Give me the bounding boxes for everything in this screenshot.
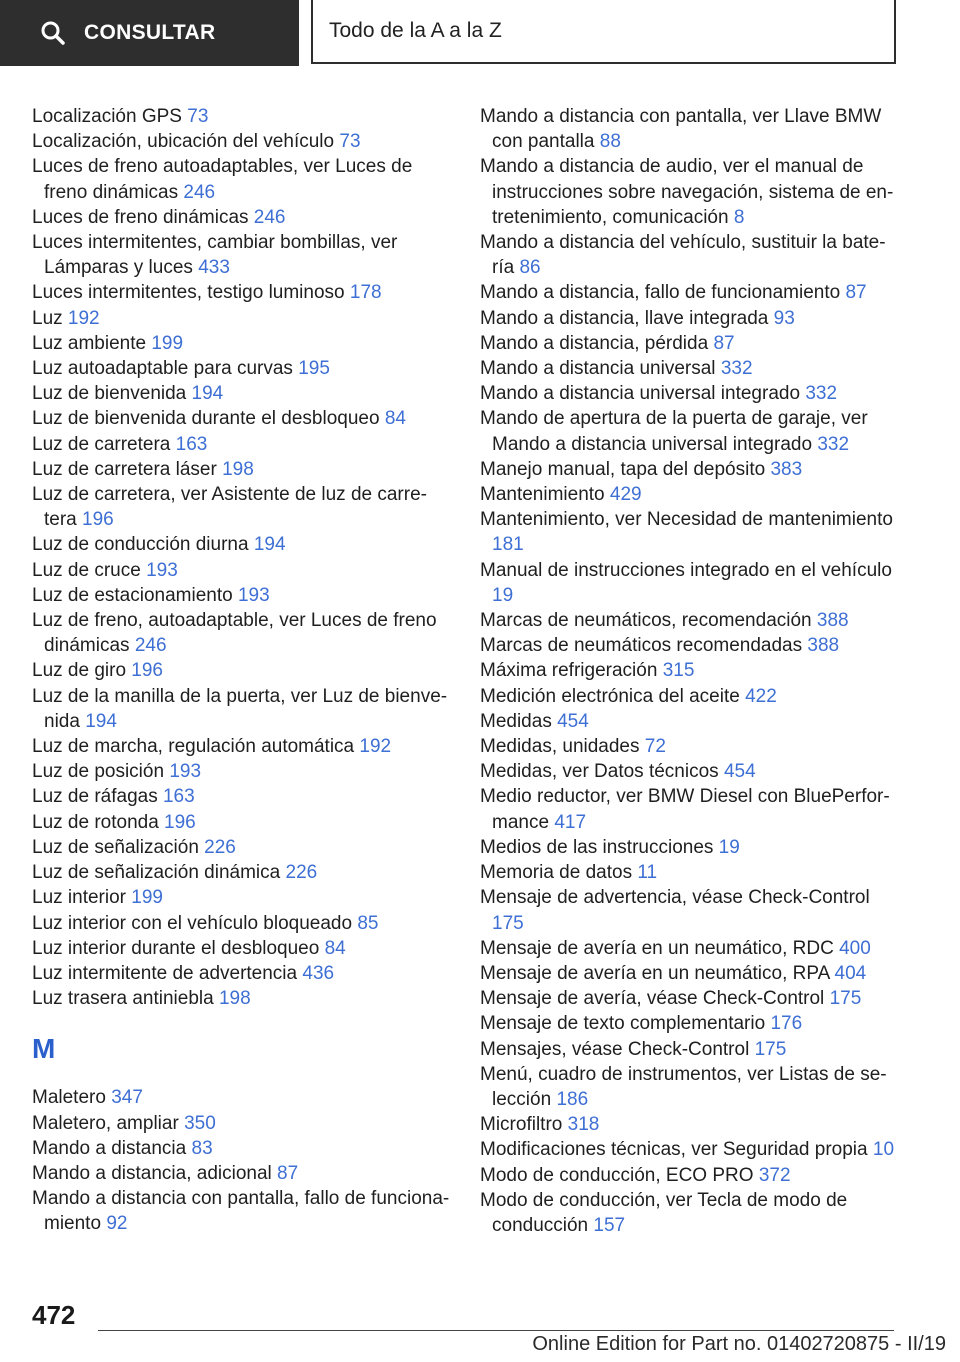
index-entry-text: Modo de conducción, ECO PRO [480,1164,754,1186]
page-reference-link[interactable]: 175 [754,1038,787,1060]
index-entry-text: Mando a distancia del vehículo, sustituir la batería [480,232,886,279]
page-reference-link[interactable]: 332 [817,433,850,455]
index-entry-text: Luz de posición [32,761,165,783]
index-entry-text: Luz intermitente de advertencia [32,962,298,984]
index-entry [32,154,452,204]
index-entry-text: Luz de conducción diurna [32,534,249,556]
index-entry-text: Luz interior con el vehículo bloqueado [32,912,353,934]
page-reference-link[interactable]: 194 [253,534,286,556]
index-entry [32,356,452,381]
page-reference-link[interactable]: 93 [773,307,795,329]
index-entry [32,230,452,280]
index-entry-text: Mensaje de texto complementario [480,1013,766,1035]
index-entry [32,759,452,784]
index-column-right [480,104,900,1238]
index-entry-text: Mando a distancia, llave integrada [480,307,769,329]
index-entry [480,381,900,406]
index-entry [32,734,452,759]
index-entry [32,885,452,910]
page-reference-link[interactable]: 388 [807,635,840,657]
page-reference-link[interactable]: 157 [593,1214,626,1236]
index-entry [480,860,900,885]
page-reference-link[interactable]: 400 [839,937,871,959]
index-entry [32,583,452,608]
page-reference-link[interactable]: 422 [745,685,777,707]
page-reference-link[interactable]: 454 [557,710,589,732]
page-reference-link[interactable]: 73 [187,106,209,127]
page-number: 472 [32,1300,76,1330]
page-reference-link[interactable]: 332 [805,383,838,405]
index-entry [480,306,900,331]
index-entry-text: Mando de apertura de la puerta de garaje, ver Mando a distancia universal integrado [480,408,868,455]
index-entry-text: Mando a distancia universal integrado [480,383,801,405]
entries-group-m [32,1085,452,1236]
index-entry-text: Mando a distancia con pantalla, ver Llave BMW con pantalla [480,106,882,153]
page-reference-link[interactable]: 84 [324,937,346,959]
index-entry-text: Luz de señalización [32,836,199,858]
index-entry-text: Localización, ubicación del vehículo [32,131,335,153]
index-entry-text: Luz ambiente [32,332,147,354]
index-entry [480,885,900,935]
index-column-left [32,104,452,1237]
index-entry [480,1112,900,1137]
index-entry-text: Luces intermitentes, cambiar bombillas, ver Lámparas y luces [32,232,398,279]
page-reference-link[interactable]: 186 [556,1088,589,1110]
page-reference-link[interactable]: 194 [191,383,224,405]
index-entry [32,558,452,583]
index-entry [480,608,900,633]
page-reference-link[interactable]: 429 [609,484,642,506]
index-entry-text: Menú, cuadro de instrumentos, ver Listas de selección [480,1063,887,1110]
index-entry-text: Luz autoadaptable para curvas [32,358,293,380]
index-entry [480,104,900,154]
index-entry-text: Luz de la manilla de la puerta, ver Luz de bienvenida [32,685,448,732]
page-reference-link[interactable]: 85 [357,912,379,934]
index-entry-text: Luz trasera antiniebla [32,988,214,1010]
index-entry [32,1111,452,1136]
index-entry [480,986,900,1011]
index-entry [480,784,900,834]
index-entry-text: Luz de ráfagas [32,786,158,808]
index-entry-text: Mando a distancia [32,1137,187,1159]
page-reference-link[interactable]: 19 [718,836,740,858]
page-reference-link[interactable]: 246 [253,206,286,228]
index-entry-text: Mando a distancia con pantalla, fallo de funcionamiento [32,1188,450,1235]
index-entry [32,482,452,532]
page-reference-link[interactable]: 246 [183,181,216,203]
index-entry-text: Mensajes, véase Check-Control [480,1038,750,1060]
index-entry [32,205,452,230]
index-entry-text: Luz de carretera, ver Asistente de luz de carretera [32,484,427,531]
index-entry [480,482,900,507]
index-entry-text: Mensaje de advertencia, véase Check-Control [480,887,870,909]
index-entry-text: Mando a distancia universal [480,358,716,380]
page-reference-link[interactable]: 199 [151,332,184,354]
index-entry-text: Luz interior durante el desbloqueo [32,937,320,959]
index-entry [32,936,452,961]
index-entry [32,432,452,457]
index-entry-text: Mensaje de avería, véase Check-Control [480,988,825,1010]
page-reference-link[interactable]: 194 [85,710,117,732]
index-entry [480,1163,900,1188]
index-entry-text: Medidas [480,710,552,732]
index-entry [32,1085,452,1110]
index-entry [32,457,452,482]
index-entry-text: Mantenimiento, ver Necesidad de mantenimiento [480,509,893,531]
index-entry-text: Luz [32,307,63,329]
page-reference-link[interactable]: 193 [237,584,270,606]
page-reference-link[interactable]: 92 [106,1213,128,1235]
index-entry [480,1137,900,1162]
page-reference-link[interactable]: 73 [339,131,361,153]
index-entry-text: Luz de señalización dinámica [32,862,281,884]
page-reference-link[interactable]: 175 [492,912,524,934]
page-reference-link[interactable]: 318 [567,1114,600,1136]
index-entry-text: Maletero [32,1087,106,1109]
page-reference-link[interactable]: 72 [644,736,666,758]
index-entry-text: Luz de carretera [32,433,171,455]
page-reference-link[interactable]: 315 [662,660,695,682]
page-reference-link[interactable]: 388 [816,610,849,632]
page-reference-link[interactable]: 11 [637,862,658,884]
index-entry-text: Luz de bienvenida durante el desbloqueo [32,408,380,430]
index-entry [480,1188,900,1238]
index-entry [480,658,900,683]
index-entry [32,406,452,431]
page-reference-link[interactable]: 454 [723,761,756,783]
index-entry [32,961,452,986]
index-entry-text: Maletero, ampliar [32,1112,179,1134]
page-reference-link[interactable]: 347 [111,1087,143,1109]
index-entry-text: Medidas, unidades [480,736,640,758]
index-entry [32,810,452,835]
index-entry-text: Microfiltro [480,1114,563,1136]
page-reference-link[interactable]: 8 [733,206,745,228]
page-reference-link[interactable]: 332 [720,358,753,380]
index-entry [480,154,900,230]
index-entry-text: Manejo manual, tapa del depósito [480,458,766,480]
index-entry [480,961,900,986]
page-reference-link[interactable]: 19 [492,584,514,606]
index-entry-text: Mando a distancia de audio, ver el manual de instrucciones sobre navegación, sistema de entretenimiento, comunicación [480,156,894,228]
index-entry [480,835,900,860]
page-reference-link[interactable]: 87 [713,332,735,354]
index-entry-text: Luz interior [32,887,126,909]
footer-divider [98,1330,894,1331]
index-entry [480,936,900,961]
page-reference-link[interactable]: 87 [845,282,867,304]
index-entry [480,558,900,608]
page-reference-link[interactable]: 404 [834,962,867,984]
page-reference-link[interactable]: 192 [359,736,392,758]
index-entry [480,709,900,734]
page-reference-link[interactable]: 175 [829,988,862,1010]
index-entry [32,104,452,129]
index-entry [480,331,900,356]
index-entry [32,911,452,936]
page-reference-link[interactable]: 417 [554,811,587,833]
index-entry-text: Mando a distancia, pérdida [480,332,709,354]
top-navigation-bar [0,0,960,66]
index-entry-text: Manual de instrucciones integrado en el vehículo [480,559,892,581]
index-entry [32,835,452,860]
index-entry [32,784,452,809]
page-reference-link[interactable]: 436 [302,962,335,984]
index-entry [480,633,900,658]
index-entry-text: Modificaciones técnicas, ver Seguridad propia [480,1139,868,1161]
index-entry [480,280,900,305]
page-reference-link[interactable]: 84 [384,408,406,430]
index-entry-text: Modo de conducción, ver Tecla de modo de conducción [480,1189,848,1236]
page-reference-link[interactable]: 226 [285,862,318,884]
index-entry-text: Mensaje de avería en un neumático, RDC [480,937,834,959]
index-entry-text: Máxima refrigeración [480,660,658,682]
page-reference-link[interactable]: 163 [175,433,208,455]
index-entry [32,381,452,406]
page-reference-link[interactable]: 199 [131,887,163,909]
search-icon [40,20,66,46]
index-entry [480,507,900,557]
entries-group-m-continued [480,104,900,1238]
index-entry-text: Luces de freno dinámicas [32,206,249,228]
index-entry-text: Medio reductor, ver BMW Diesel con BluePerformance [480,786,890,833]
section-letter-heading: M [32,1033,56,1065]
index-entry [32,306,452,331]
index-entry-text: Localización GPS [32,106,182,127]
index-entry-text: Mensaje de avería en un neumático, RPA [480,962,830,984]
index-entry-text: Mando a distancia, fallo de funcionamiento [480,282,841,304]
page-reference-link[interactable]: 196 [164,811,196,833]
page-reference-link[interactable]: 196 [131,660,163,682]
index-entry [32,860,452,885]
index-entry-text: Luz de rotonda [32,811,159,833]
index-entry-text: Luz de estacionamiento [32,584,233,606]
index-entry-text: Marcas de neumáticos recomendadas [480,635,803,657]
index-entry-text: Luz de carretera láser [32,458,217,480]
page-reference-link[interactable]: 83 [191,1137,213,1159]
page-reference-link[interactable]: 193 [146,559,178,581]
index-entry [32,1186,452,1236]
index-entry-text: Luz de giro [32,660,127,682]
index-entry [480,1011,900,1036]
entries-group-l [32,104,452,1011]
index-entry [32,684,452,734]
page-reference-link[interactable]: 193 [169,761,202,783]
index-entry [32,986,452,1011]
consult-button[interactable] [0,0,299,66]
index-entry [480,1037,900,1062]
index-entry-text: Mantenimiento [480,484,605,506]
page-reference-link[interactable]: 198 [218,988,251,1010]
index-entry [480,1062,900,1112]
index-entry-text: Memoria de datos [480,862,633,884]
index-entry [32,129,452,154]
page-reference-link[interactable]: 178 [349,282,382,304]
page-reference-link[interactable]: 196 [82,509,114,531]
index-entry [480,406,900,456]
index-entry-text: Luces de freno autoadaptables, ver Luces de freno dinámicas [32,156,413,203]
index-entry [32,658,452,683]
index-entry-text: Luz de bienvenida [32,383,187,405]
breadcrumb[interactable]: Todo de la A a la Z [311,0,896,64]
index-entry [32,1161,452,1186]
index-entry-text: Luz de marcha, regulación automática [32,736,355,758]
page-reference-link[interactable]: 176 [770,1013,803,1035]
index-entry [480,457,900,482]
edition-footer: Online Edition for Part no. 01402720875 - II/19 [532,1333,946,1355]
index-entry-text: Luz de freno, autoadaptable, ver Luces de freno dinámicas [32,610,437,657]
page-reference-link[interactable]: 226 [204,836,236,858]
page-reference-link[interactable]: 246 [134,635,167,657]
page-reference-link[interactable]: 88 [599,131,621,153]
index-entry [32,532,452,557]
index-entry [32,280,452,305]
index-entry-text: Mando a distancia, adicional [32,1162,272,1184]
index-entry [32,331,452,356]
page-reference-link[interactable]: 87 [277,1162,299,1184]
index-entry [480,230,900,280]
page-reference-link[interactable]: 192 [67,307,100,329]
page-reference-link[interactable]: 433 [198,257,230,279]
index-entry-text: Medios de las instrucciones [480,836,714,858]
page-reference-link[interactable]: 10 [872,1139,895,1161]
index-entry [32,1136,452,1161]
index-entry [480,759,900,784]
consult-label: CONSULTAR [84,21,216,44]
page-reference-link[interactable]: 181 [492,534,524,556]
page-reference-link[interactable]: 198 [222,458,254,480]
index-entry-text: Luces intermitentes, testigo luminoso [32,282,345,304]
index-entry [480,684,900,709]
index-entry [32,608,452,658]
page-reference-link[interactable]: 163 [162,786,195,808]
index-entry-text: Marcas de neumáticos, recomendación [480,610,812,632]
page-reference-link[interactable]: 350 [184,1112,216,1134]
index-entry-text: Medición electrónica del aceite [480,685,740,707]
index-entry [480,734,900,759]
page-reference-link[interactable]: 86 [519,257,541,279]
index-entry [480,356,900,381]
page-reference-link[interactable]: 195 [298,358,330,380]
page-reference-link[interactable]: 383 [770,458,803,480]
page-reference-link[interactable]: 372 [758,1164,791,1186]
index-entry-text: Medidas, ver Datos técnicos [480,761,719,783]
index-entry-text: Luz de cruce [32,559,141,581]
